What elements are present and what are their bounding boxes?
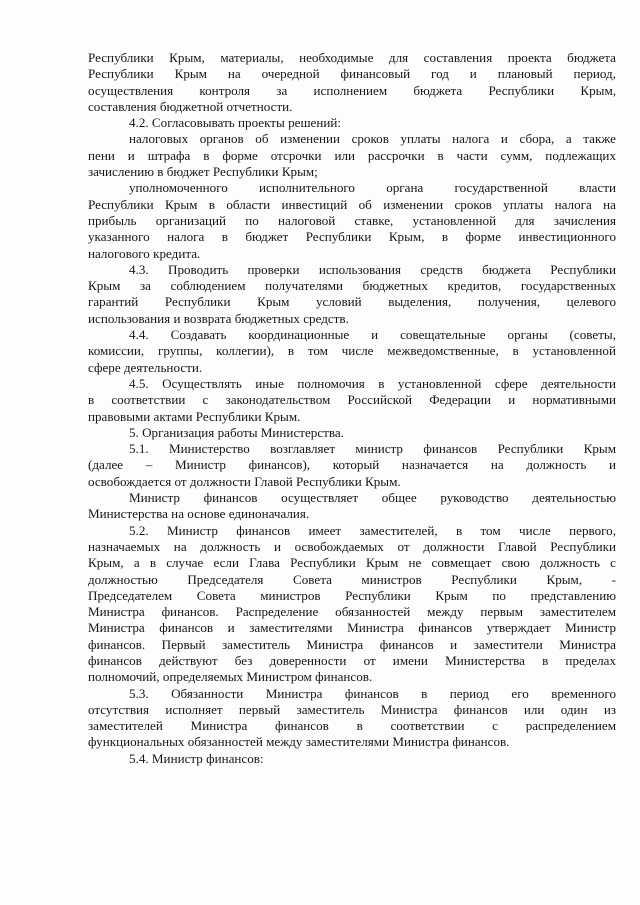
document-body [88,50,616,767]
text-line: 5. Организация работы Министерства. [129,424,344,440]
text-line: назначаемых на должность и освобождаемых от должности Главой Республики [88,538,616,554]
text-line: функциональных обязанностей между заместителями Министра финансов. [88,734,510,750]
text-line: налоговых органов об изменении сроков уплаты налога и сбора, а также [129,131,616,147]
text-line: финансов действуют без доверенности от имени Министерства в пределах [88,652,616,668]
text-line: комиссии, группы, коллегии), в том числе межведомственные, в установленной [88,343,616,359]
text-line: 4.4. Создавать координационные и совещательные органы (советы, [129,327,616,343]
text-line: освобождается от должности Главой Республики Крым. [88,473,401,489]
text-line: пени и штрафа в форме отсрочки или рассрочки в части сумм, подлежащих [88,147,616,163]
text-line: зачислению в бюджет Республики Крым; [88,164,318,180]
text-line: заместителей Министра финансов в соответствии с распределением [88,718,616,734]
text-line: использования и возврата бюджетных средств. [88,310,349,326]
text-line: Республики Крым, материалы, необходимые для составления проекта бюджета [88,50,616,65]
text-line: Министерства на основе единоначалия. [88,506,310,522]
text-line: Председателем Совета министров Республики Крым по представлению [88,587,616,603]
text-line: Крым, а в случае если Глава Республики Крым не совмещает свою должность с [88,555,616,571]
text-line: 5.1. Министерство возглавляет министр финансов Республики Крым [129,441,616,457]
text-line: Министра финансов. Распределение обязанностей между первым заместителем [88,604,616,620]
text-line: должностью Председателя Совета министров Республики Крым, - [88,571,616,587]
text-line: правовыми актами Республики Крым. [88,408,301,424]
text-line: Крым за соблюдением получателями бюджетных кредитов, государственных [88,278,616,294]
text-line: 4.5. Осуществлять иные полномочия в установленной сфере деятельности [129,375,616,391]
text-line: 4.2. Согласовывать проекты решений: [129,115,341,131]
text-line: указанного налога в бюджет Республики Крым, в форме инвестиционного [88,229,616,245]
text-line: Министр финансов осуществляет общее руководство деятельностью [129,490,616,506]
text-line: Республики Крым в области инвестиций об изменении сроков уплаты налога на [88,196,616,212]
text-line: 4.3. Проводить проверки использования средств бюджета Республики [129,261,616,277]
text-line: прибыль организаций по налоговой ставке, установленной для зачисления [88,212,616,228]
text-line: налогового кредита. [88,245,201,261]
text-line: уполномоченного исполнительного органа государственной власти [129,180,616,196]
text-line: составления бюджетной отчетности. [88,98,293,114]
text-line: сфере деятельности. [88,359,203,375]
text-line: отсутствия исполняет первый заместитель Министра финансов или один из [88,701,616,717]
text-line: осуществления контроля за исполнением бюджета Республики Крым, [88,82,616,98]
text-line: полномочий, определяемых Министром финансов. [88,669,373,685]
text-line: Республики Крым на очередной финансовый год и плановый период, [88,66,616,82]
text-line: финансов. Первый заместитель Министра финансов и заместители Министра [88,636,616,652]
text-line: 5.4. Министр финансов: [129,750,264,766]
text-line: 5.3. Обязанности Министра финансов в период его временного [129,685,616,701]
text-line: 5.2. Министр финансов имеет заместителей, в том числе первого, [129,522,616,538]
text-line: Министра финансов и заместителями Министра финансов утверждает Министр [88,620,616,636]
text-line: гарантий Республики Крым условий выделения, получения, целевого [88,294,616,310]
text-line: (далее – Министр финансов), который назначается на должность и [88,457,616,473]
text-line: в соответствии с законодательством Российской Федерации и нормативными [88,392,616,408]
